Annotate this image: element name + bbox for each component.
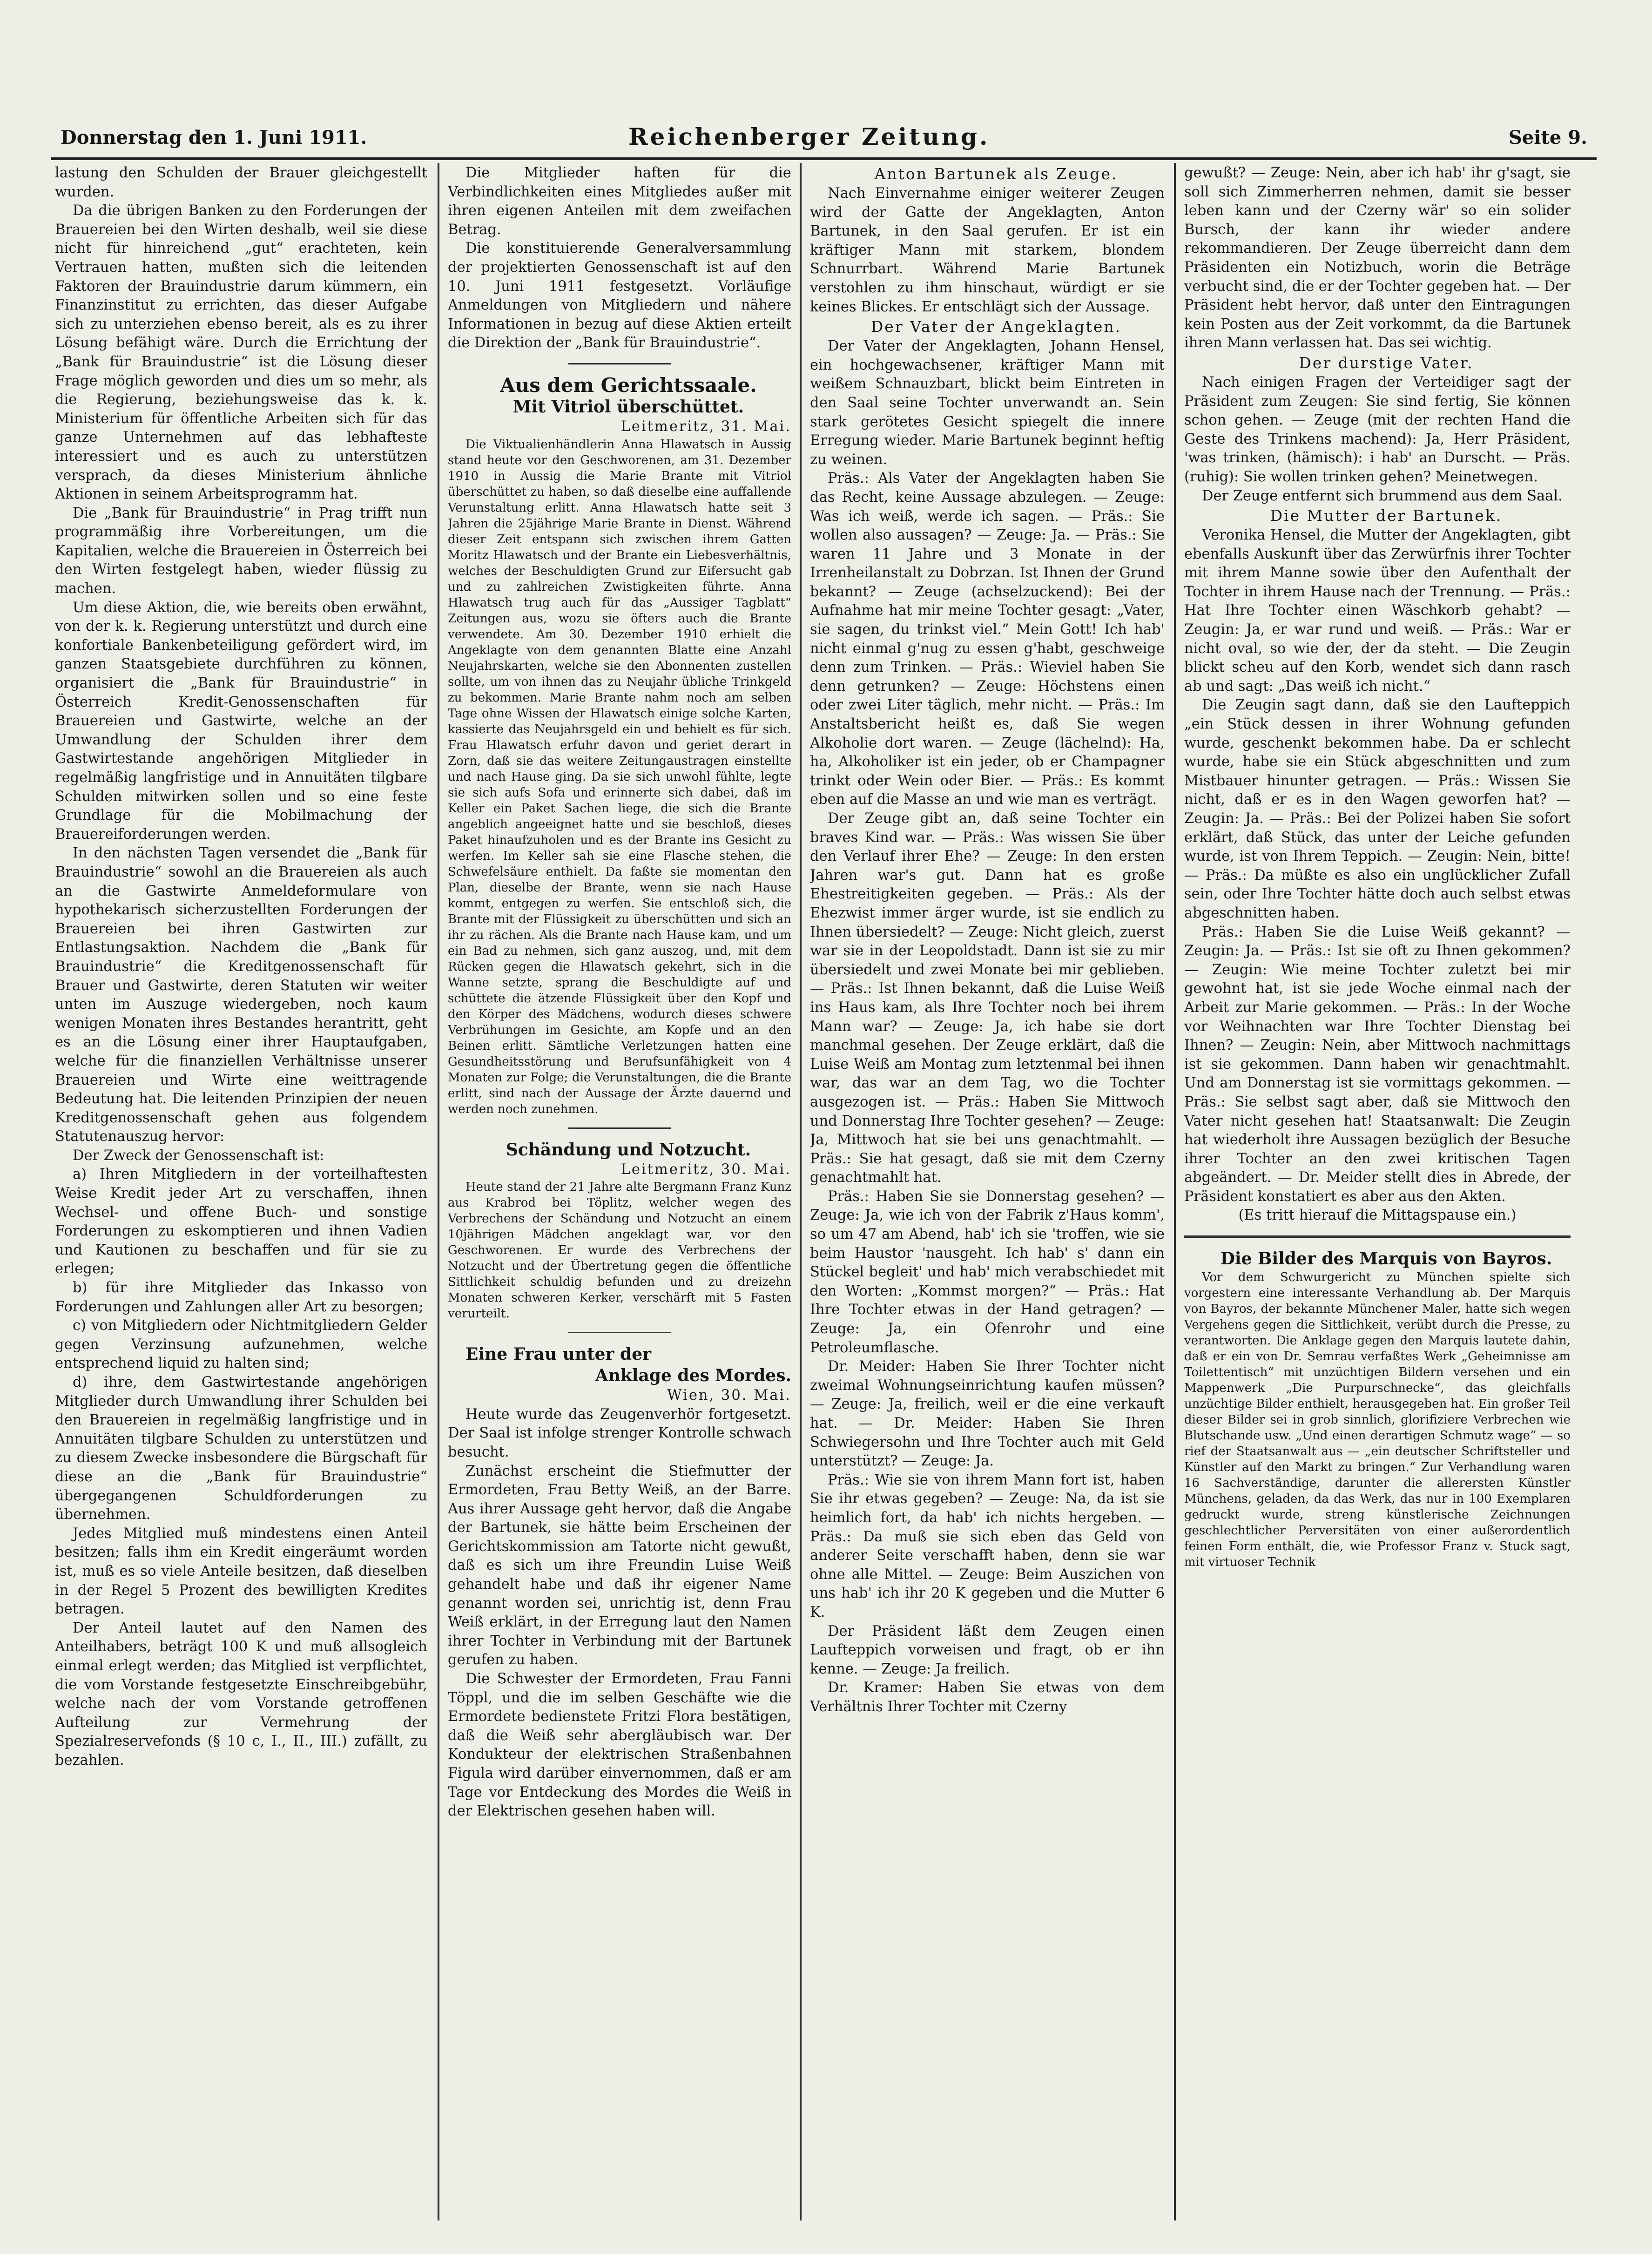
paragraph: Heute stand der 21 Jahre alte Bergmann Franz Kunz aus Krabrod bei Töplitz, welcher wegen des Verbrechens der Schändung und Notzucht an einem 10jährigen Mädchen angeklagt war, vor den Geschworenen. Er wurde des Verbrechens der Notzucht und der Übertretung gegen die öffentliche Sittlichkeit schuldig befunden und zu dreizehn Monaten schweren Kerker, verschärft mit 5 Fasten verurteilt. xyxy=(448,1180,791,1321)
paragraph: c) von Mitgliedern oder Nichtmitgliedern Gelder gegen Verzinsung aufzunehmen, welche entsprechend liquid zu halten sind; xyxy=(55,1317,427,1372)
dateline: Wien, 30. Mai. xyxy=(667,1387,791,1404)
article-divider xyxy=(568,363,671,364)
column-rule xyxy=(438,163,439,2220)
column-rule xyxy=(1174,163,1176,2220)
paragraph: Jedes Mitglied muß mindestens einen Anteil besitzen; falls ihm ein Kredit eingeräumt worden ist, muß es so viele Anteile besitzen, daß dieselben in der Regel 5 Prozent des bewilligten Kredites betragen. xyxy=(55,1525,427,1618)
article-divider xyxy=(568,1127,671,1129)
dateline: Leitmeritz, 30. Mai. xyxy=(620,1161,791,1178)
paragraph: Der Zweck der Genossenschaft ist: xyxy=(73,1147,324,1164)
page-header xyxy=(61,120,1587,162)
column-rule xyxy=(800,163,802,2220)
paragraph: Präs.: Als Vater der Angeklagten haben Sie das Recht, keine Aussage abzulegen. — Zeuge: Was ich weiß, werde ich sagen. — Präs.: Sie wollen also aussagen? — Zeuge: Ja. — Präs.: Sie waren 11 Jahre und 3 Monate in der Irrenheilanstalt zu Dobrzan. Ist Ihnen der Grund bekannt? — Zeuge (achselzuckend): Bei der Aufnahme hat mir meine Tochter gesagt: „Vater, sie sagen, du trinkst viel.“ Mein Gott! Ich hab' nicht einmal g'nug zu essen g'habt, geschweige denn zum Trinken. — Präs.: Wieviel haben Sie denn getrunken? — Zeuge: Höchstens einen oder zwei Liter täglich, mehr nicht. — Präs.: Im Anstaltsbericht heißt es, daß Sie wegen Alkoholie dort waren. — Zeuge (lächelnd): Ha, ha, Alkoholiker ist ein jeder, ob er Champagner trinkt oder Wein oder Bier. — Präs.: Es kommt eben auf die Masse an und wie man es verträgt. xyxy=(810,470,1165,808)
paragraph: a) Ihren Mitgliedern in der vorteilhaftesten Weise Kredit jeder Art zu verschaffen, ihnen Wechsel- und offene Buch- und sonstige Forderungen zu eskomptieren und ihnen Vadien und Kautionen zu beschaffen und für sie zu erlegen; xyxy=(55,1166,427,1277)
column-2 xyxy=(448,164,791,2212)
paragraph: Der Zeuge entfernt sich brummend aus dem Saal. xyxy=(1202,487,1563,504)
subheading: Der Vater der Angeklagten. xyxy=(870,317,1122,336)
paragraph: Die Schwester der Ermordeten, Frau Fanni Töppl, und die im selben Geschäfte wie die Ermordete bedienstete Fritzi Flora bestätigen, daß die Weiß sehr abergläubisch war. Der Kondukteur der elektrischen Straßenbahnen Figula wird darüber einvernommen, daß er am Tage vor Entdeckung des Mordes die Weiß in der Elektrischen gesehen haben will. xyxy=(448,1671,791,1820)
paragraph: Heute wurde das Zeugenverhör fortgesetzt. Der Saal ist infolge strenger Kontrolle schwach besucht. xyxy=(448,1406,791,1460)
article-divider xyxy=(568,1332,671,1333)
paragraph: Zunächst erscheint die Stiefmutter der Ermordeten, Frau Betty Weiß, an der Barre. Aus ihrer Aussage geht hervor, daß die Angabe der Bartunek, sie hätte beim Erscheinen der Gerichtskommission am Tatorte nicht gewußt, daß es sich um ihre Freundin Luise Weiß gehandelt habe und daß ihr eigener Name genannt worden sei, unrichtig ist, denn Frau Weiß erklärt, in der Erregung laut den Namen ihrer Tochter in Verbindung mit der Bartunek gerufen zu haben. xyxy=(448,1463,791,1668)
paragraph: Dr. Kramer: Haben Sie etwas von dem Verhältnis Ihrer Tochter mit Czerny xyxy=(810,1680,1165,1715)
paragraph: lastung den Schulden der Brauer gleichgestellt wurden. xyxy=(55,165,427,200)
paragraph: In den nächsten Tagen versendet die „Bank für Brauindustrie“ sowohl an die Brauereien als auch an die Gastwirte Anmeldeformulare von hypothekarisch sicherzustellten Forderungen der Brauereien bei ihren Gastwirten zur Entlastungsaktion. Nachdem die „Bank für Brauindustrie“ die Kreditgenossenschaft für Brauer und Gastwirte, deren Statuten wir weiter unten im Auszuge wiedergeben, noch kaum wenigen Monaten ihres Bestandes herantritt, geht es an die Lösung einer ihrer Hauptaufgaben, welche für die finanziellen Verhältnisse unserer Brauereien und Wirte eine weittragende Bedeutung hat. Die leitenden Prinzipien der neuen Kreditgenossenschaft gehen aus folgendem Statutenauszug hervor: xyxy=(55,845,427,1145)
paragraph: Da die übrigen Banken zu den Forderungen der Brauereien bei den Wirten deshalb, weil sie diese nicht für hinreichend „gut“ erachteten, kein Vertrauen hatten, mußten sich die leitenden Faktoren der Brauindustrie darum kümmern, ein Finanzinstitut zu errichten, das dieser Aufgabe sich zu unterziehen ebenso bereit, als es zu ihrer Lösung befähigt wäre. Durch die Errichtung der „Bank für Brauindustrie“ ist die Lösung dieser Frage möglich geworden und dies um so mehr, als die Regierung, beziehungsweise das k. k. Ministerium für öffentliche Arbeiten sich für das ganze Unternehmen auf das lebhafteste interessiert und es auch zu unterstützen versprach, da dieses Ministerium ähnliche Aktionen in seinem Arbeitsprogramm hat. xyxy=(55,202,427,503)
newspaper-title: Reichenberger Zeitung. xyxy=(628,123,990,150)
header-rule xyxy=(51,157,1597,160)
article-heading: Mit Vitriol überschüttet. xyxy=(512,397,744,417)
column-1 xyxy=(55,164,427,2212)
paragraph: Der Vater der Angeklagten, Johann Hensel, ein hochgewachsener, kräftiger Mann mit weißem Schnauzbart, blickt beim Eintreten in den Saal seine Tochter unverwandt an. Sein stark gerötetes Gesicht spiegelt die innere Erregung wieder. Marie Bartunek beginnt heftig zu weinen. xyxy=(810,338,1165,468)
article-heading: Die Bilder des Marquis von Bayros. xyxy=(1220,1249,1552,1269)
section-heading: Aus dem Gerichtssaale. xyxy=(500,373,757,397)
subheading: Anton Bartunek als Zeuge. xyxy=(874,165,1118,183)
subheading: Der durstige Vater. xyxy=(1299,353,1474,372)
paragraph: Die Viktualienhändlerin Anna Hlawatsch in Aussig stand heute vor den Geschworenen, am 31. Dezember 1910 in Aussig die Marie Brante mit Vitriol überschüttet zu haben, so daß dieselbe eine auffallende Verunstaltung erlitt. Anna Hlawatsch hatte seit 3 Jahren die 25jährige Marie Brante in Dienst. Während dieser Zeit entspann sich zwischen ihrem Gatten Moritz Hlawatsch und der Brante ein Liebesverhältnis, welches der Beschuldigten Grund zur Eifersucht gab und zu zahlreichen Zwistigkeiten führte. Anna Hlawatsch trug auch für das „Aussiger Tagblatt“ Zeitungen aus, wozu sie öfters auch die Brante verwendete. Am 30. Dezember 1910 erhielt die Angeklagte von dem genannten Blatte eine Anzahl Neujahrskarten, welche sie den Abonnenten zustellen sollte, um von ihnen das zu Neujahr übliche Trinkgeld zu bekommen. Marie Brante nahm noch am selben Tage ohne Wissen der Hlawatsch einige solche Karten, kassierte das Neujahrsgeld ein und behielt es für sich. Frau Hlawatsch erfuhr davon und geriet derart in Zorn, daß sie das weitere Zeitungaustragen einstellte und nach Hause ging. Da sie sich unwohl fühlte, legte sie sich aufs Sofa und erinnerte sich dabei, daß im Keller ein Paket Sachen liege, die sich die Brante angeblich angeeignet hatte und sie beschloß, dieses Paket hinaufzuholen und es der Brante ins Gesicht zu werfen. Im Keller sah sie eine Flasche stehen, die Schwefelsäure enthielt. Da faßte sie momentan den Plan, dieselbe der Brante, wenn sie nach Hause kommt, entgegen zu werfen. Sie entschloß sich, die Brante mit der Flüssigkeit zu überschütten und sich an ihr zu rächen. Als die Brante nach Hause kam, und um ein Bad zu nehmen, sich ganz auszog, und, mit dem Rücken gegen die Hlawatsch gekehrt, sich in die Wanne setzte, sprang die Beschuldigte auf und schüttete die ätzende Flüssigkeit über den Kopf und den Körper des Mädchens, wodurch dieses schwere Verbrühungen im Gesichte, am Kopfe und an den Beinen erlitt. Sämtliche Verletzungen hatten eine Gesundheitsstörung und Berufsunfähigkeit von 4 Monaten zur Folge; die Verunstaltungen, die die Brante erlitt, sind nach der Aussage der Ärzte dauernd und werden noch zunehmen. xyxy=(448,437,791,1116)
article-heading: Anklage des Mordes. xyxy=(595,1366,791,1386)
paragraph: Präs.: Haben Sie die Luise Weiß gekannt? — Zeugin: Ja. — Präs.: Ist sie oft zu Ihnen gekommen? — Zeugin: Wie meine Tochter zuletzt bei mir gewohnt hat, ist sie jede Woche einmal nach der Arbeit zur Marie gekommen. — Präs.: In der Woche vor Weihnachten war Ihre Tochter Dienstag bei Ihnen? — Zeugin: Nein, aber Mittwoch nachmittags ist sie gekommen. Dann haben wir genachtmahlt. Und am Donnerstag ist sie vormittags gekommen. — Präs.: Sie selbst sagt aber, daß sie Mittwoch den Vater nicht gesehen hat! Staatsanwalt: Die Zeugin hat wiederholt ihre Aussagen bezüglich der Besuche ihrer Tochter an den zwei kritischen Tagen abgeändert. — Dr. Meider stellt dies in Abrede, der Präsident konstatiert es aber aus den Akten. xyxy=(1184,924,1571,1205)
paragraph: Der Präsident läßt dem Zeugen einen Laufteppich vorweisen und fragt, ob er ihn kenne. — Zeuge: Ja freilich. xyxy=(810,1623,1165,1677)
article-divider xyxy=(1184,1235,1571,1238)
paragraph: Um diese Aktion, die, wie bereits oben erwähnt, von der k. k. Regierung unterstützt und durch eine konfortiale Bankenbeteiligung gefördert wird, im ganzen Staatsgebiete durchführen zu können, organisiert die „Bank für Brauindustrie“ in Österreich Kredit-Genossenschaften für Brauereien und Gastwirte, welche an der Umwandlung der Schulden ihrer dem Gastwirtestande angehörigen Mitglieder in regelmäßig langfristige und in Annuitäten tilgbare Schulden mitwirken sollen und so eine feste Grundlage für die Mobilmachung der Brauereiforderungen werden. xyxy=(55,599,427,843)
subheading: Die Mutter der Bartunek. xyxy=(1270,506,1503,525)
paragraph: Nach einigen Fragen der Verteidiger sagt der Präsident zum Zeugen: Sie sind fertig, Sie können schon gehen. — Zeuge (mit der rechten Hand die Geste des Trinkens machend): Ja, Herr Präsident, 'was trinken, (hämisch): i hab' an Durscht. — Präs. (ruhig): Sie wollen trinken gehen? Meinetwegen. xyxy=(1184,374,1571,485)
paragraph: Der Zeuge gibt an, daß seine Tochter ein braves Kind war. — Präs.: Was wissen Sie über den Verlauf ihrer Ehe? — Zeuge: In den ersten Jahren war's gut. Dann hat es große Ehestreitigkeiten gegeben. — Präs.: Als der Ehezwist immer ärger wurde, ist sie endlich zu Ihnen übersiedelt? — Zeuge: Nicht gleich, zuerst war sie in der Leopoldstadt. Dann ist sie zu mir übersiedelt und zwei Monate bei mir geblieben. — Präs.: Ist Ihnen bekannt, daß die Luise Weiß ins Haus kam, als Ihre Tochter noch bei ihrem Mann war? — Zeuge: Ja, ich habe sie dort manchmal gesehen. Der Zeuge erklärt, daß die Luise Weiß am Montag zum letztenmal bei ihnen war, das war an dem Tag, wo die Tochter ausgezogen ist. — Präs.: Haben Sie Mittwoch und Donnerstag Ihre Tochter gesehen? — Zeuge: Ja, Mittwoch hat sie bei uns genachtmahlt. — Präs.: Sie hat gesagt, daß sie mit dem Czerny genachtmahlt hat. xyxy=(810,810,1165,1186)
paragraph: b) für ihre Mitglieder das Inkasso von Forderungen und Zahlungen aller Art zu besorgen; xyxy=(55,1280,427,1315)
paragraph: Der Anteil lautet auf den Namen des Anteilhabers, beträgt 100 K und muß allsogleich einmal erlegt werden; das Mitglied ist verpflichtet, die vom Vorstande festgesetzte Einschreibgebühr, welche nach der vom Vorstande getroffenen Aufteilung zur Vermehrung der Spezialreservefonds (§ 10 c, I., II., III.) zufällt, zu bezahlen. xyxy=(55,1620,427,1768)
paragraph: Die Mitglieder haften für die Verbindlichkeiten eines Mitgliedes außer mit ihren eigenen Anteilen mit dem zweifachen Betrag. xyxy=(448,165,791,238)
paragraph: Präs.: Wie sie von ihrem Mann fort ist, haben Sie ihr etwas gegeben? — Zeuge: Na, da ist sie heimlich fort, da hab' ich nichts hergeben. — Präs.: Da muß sie sich eben das Geld von anderer Seite verschafft haben, denn sie war ohne alle Mittel. — Zeuge: Beim Auszichen von uns hab' ich ihr 20 K gegeben und die Mutter 6 K. xyxy=(810,1471,1165,1620)
paragraph: Dr. Meider: Haben Sie Ihrer Tochter nicht zweimal Wohnungseinrichtung kaufen müssen? — Zeuge: Ja, freilich, weil er die eine verkauft hat. — Dr. Meider: Haben Sie Ihren Schwiegersohn und Ihre Tochter auch mit Geld unterstützt? — Zeuge: Ja. xyxy=(810,1358,1165,1470)
paragraph: d) ihre, dem Gastwirtestande angehörigen Mitglieder durch Umwandlung ihrer Schulden bei den Brauereien in regelmäßig langfristige und in Annuitäten tilgbare Schulden zu unterstützen und zu diesem Zwecke insbesondere die Bürgschaft für diese an die „Bank für Brauindustrie“ übergegangenen Schuldforderungen zu übernehmen. xyxy=(55,1374,427,1523)
paragraph: (Es tritt hierauf die Mittagspause ein.) xyxy=(1238,1207,1517,1224)
paragraph: Nach Einvernahme einiger weiterer Zeugen wird der Gatte der Angeklagten, Anton Bartunek, in den Saal gerufen. Er ist ein kräftiger Mann mit starkem, blondem Schnurrbart. Während Marie Bartunek verstohlen zu ihm hinschaut, würdigt er sie keines Blickes. Er entschlägt sich der Aussage. xyxy=(810,185,1165,315)
article-heading: Eine Frau unter der xyxy=(465,1344,652,1364)
paragraph: gewußt? — Zeuge: Nein, aber ich hab' ihr g'sagt, sie soll sich Zimmerherren nehmen, damit sie besser leben kann und der Czerny wär' so ein solider Bursch, der kann ihr wieder andere rekommandieren. Der Zeuge überreicht dann dem Präsidenten ein Notizbuch, worin die Beträge verbucht sind, die er der Tochter gegeben hat. — Der Präsident hebt hervor, daß unter den Eintragungen kein Posten aus der Zeit vorkommt, da die Bartunek ihren Mann verlassen hat. Das sei wichtig. xyxy=(1184,165,1571,351)
article-heading: Schändung und Notzucht. xyxy=(506,1140,751,1160)
paragraph: Die Zeugin sagt dann, daß sie den Laufteppich „ein Stück dessen in ihrer Wohnung gefunden wurde, geschenkt bekommen habe. Da er schlecht wurde, habe sie ein Stück abgeschnitten und zum Mistbauer hinunter getragen. — Präs.: Wissen Sie nicht, daß er es in den Wagen geworfen hat? — Zeugin: Ja. — Präs.: Bei der Polizei haben Sie sofort erklärt, daß Stück, das unter der Leiche gefunden wurde, ist von Ihrem Teppich. — Zeugin: Nein, bitte! — Präs.: Da müßte es also ein unglücklicher Zufall sein, oder Ihre Tochter hätte doch auch selbst etwas abgeschnitten haben. xyxy=(1184,697,1571,921)
issue-date: Donnerstag den 1. Juni 1911. xyxy=(61,127,367,148)
paragraph: Vor dem Schwurgericht zu München spielte sich vorgestern eine interessante Verhandlung ab. Der Marquis von Bayros, der bekannte Münchener Maler, hatte sich wegen Vergehens gegen die Sittlichkeit, verübt durch die Presse, zu verantworten. Die Anklage gegen den Marquis lautete dahin, daß er ein von Dr. Semrau verfaßtes Werk „Geheimnisse am Toilettentisch“ mit unzüchtigen Bildern versehen und ein Mappenwerk „Die Purpurschnecke“, das gleichfalls unzüchtige Bilder enthielt, herausgegeben hat. Ein großer Teil dieser Bilder sei in grob sinnlich, glorifiziere Verbrechen wie Blutschande usw. „Und einen derartigen Schmutz wage“ — so rief der Staatsanwalt aus — „ein deutscher Schriftsteller und Künstler auf den Markt zu bringen.“ Zur Verhandlung waren 16 Sachverständige, darunter die allerersten Künstler Münchens, geladen, da das Werk, das nur in 100 Exemplaren gedruckt wurde, streng künstlerische Zeichnungen geschlechtlicher Perversitäten von einer außerordentlich feinen Form enthält, die, wie Professor Franz v. Stuck sagt, mit virtuoser Technik xyxy=(1184,1270,1571,1570)
dateline: Leitmeritz, 31. Mai. xyxy=(620,418,791,435)
column-4 xyxy=(1184,164,1571,2212)
page-number: Seite 9. xyxy=(1508,127,1587,148)
paragraph: Präs.: Haben Sie sie Donnerstag gesehen? — Zeuge: Ja, wie ich von der Fabrik z'Haus komm', so um 47 am Abend, hab' ich sie 'troffen, wie sie beim Haustor 'nausgeht. Ich hab' s' dann ein Stückel begleit' und hab' mich verabschiedet mit den Worten: „Kommst morgen?“ — Präs.: Hat Ihre Tochter etwas in der Hand getragen? — Zeuge: Ja, ein Ofenrohr und eine Petroleumflasche. xyxy=(810,1188,1165,1356)
column-3 xyxy=(810,164,1165,2212)
paragraph: Die konstituierende Generalversammlung der projektierten Genossenschaft ist auf den 10. Juni 1911 festgesetzt. Vorläufige Anmeldungen von Mitgliedern und nähere Informationen in bezug auf diese Aktien erteilt die Direktion der „Bank für Brauindustrie“. xyxy=(448,240,791,351)
paragraph: Die „Bank für Brauindustrie“ in Prag trifft nun programmäßig ihre Vorbereitungen, um die Kapitalien, welche die Brauereien in Österreich bei den Wirten festgelegt haben, wieder flüssig zu machen. xyxy=(55,505,427,597)
paragraph: Veronika Hensel, die Mutter der Angeklagten, gibt ebenfalls Auskunft über das Zerwürfnis ihrer Tochter mit ihrem Manne sowie über den Aufenthalt der Tochter in ihrem Hause nach der Trennung. — Präs.: Hat Ihre Tochter einen Wäschkorb gehabt? — Zeugin: Ja, er war rund und weiß. — Präs.: War er nicht oval, so wie der, der da steht. — Die Zeugin blickt scheu auf den Korb, wendet sich dann rasch ab und sagt: „Das weiß ich nicht.“ xyxy=(1184,527,1571,695)
